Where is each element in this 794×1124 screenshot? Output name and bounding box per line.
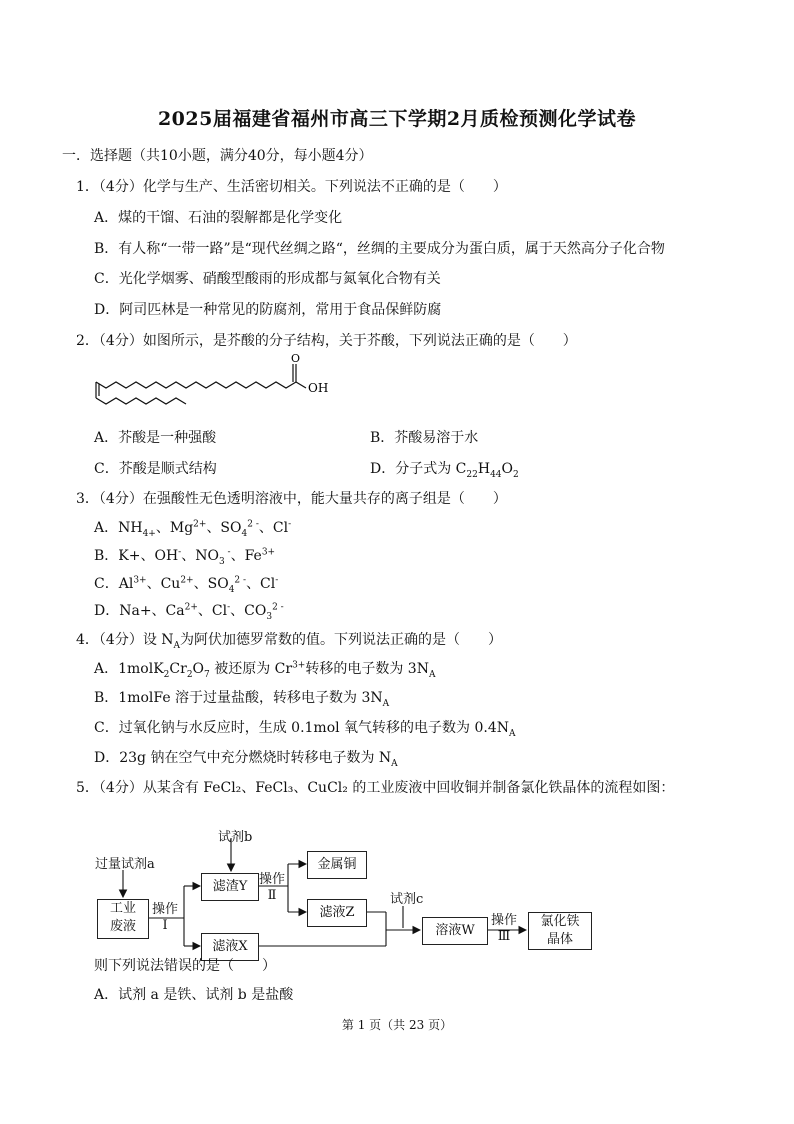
operation-2-label: 操作 Ⅱ xyxy=(259,872,286,903)
question-2-option-c: C．芥酸是顺式结构 xyxy=(94,461,217,477)
page-footer: 第 1 页（共 23 页） xyxy=(341,1018,453,1032)
question-1-option-b: B．有人称“一带一路”是“现代丝绸之路“，丝绸的主要成分为蛋白质，属于天然高分子化合物 xyxy=(94,241,665,257)
hydroxyl-bond xyxy=(296,382,306,388)
question-1-option-c: C．光化学烟雾、硝酸型酸雨的形成都与氮氧化合物有关 xyxy=(94,271,441,287)
page-title: 2025届福建省福州市高三下学期2月质检预测化学试卷 xyxy=(157,108,637,130)
question-4-option-b: B．1molFe 溶于过量盐酸，转移电子数为 $3N_A$ xyxy=(94,690,390,709)
section-heading: 一．选择题（共10小题，满分40分，每小题4分） xyxy=(62,148,373,164)
question-2-option-d: D．分子式为 $C_{22}H_{44}O_2$ xyxy=(370,461,519,480)
residue-y-box: 滤渣Y xyxy=(201,873,259,901)
operation-1-label: 操作 Ⅰ xyxy=(152,902,179,933)
solution-w-box: 溶液W xyxy=(422,917,488,945)
erucic-acid-structure xyxy=(90,352,340,418)
industrial-waste-box: 工业 废液 xyxy=(97,899,149,939)
hydroxyl-label: OH xyxy=(308,381,329,395)
copper-metal-box: 金属铜 xyxy=(307,851,367,879)
question-3-option-d: D．Na+、$Ca^{2+}$、Cl-、$CO_3^{2 -}$ xyxy=(94,602,284,622)
lower-carbon-chain xyxy=(96,398,186,404)
filtrate-z-box: 滤液Z xyxy=(307,899,367,927)
upper-carbon-chain xyxy=(96,382,296,388)
question-5-followup: 则下列说法错误的是（ ） xyxy=(94,958,276,974)
question-2-option-a: A．芥酸是一种强酸 xyxy=(94,430,217,446)
question-4-option-d: D．23g 钠在空气中充分燃烧时转移电子数为 $N_A$ xyxy=(94,750,398,769)
question-4-option-a: A．$1molK_2Cr_2O_7$ 被还原为 $Cr^{3+}$转移的电子数为 $3N_A$ xyxy=(94,660,436,680)
filtrate-x-box: 滤液X xyxy=(201,933,259,961)
question-1-option-d: D．阿司匹林是一种常见的防腐剂，常用于食品保鲜防腐 xyxy=(94,302,442,318)
oxygen-label: O xyxy=(291,352,301,365)
question-5-option-a: A．试剂 a 是铁、试剂 b 是盐酸 xyxy=(94,987,294,1003)
reagent-b-label: 试剂b xyxy=(218,830,253,845)
reagent-a-label: 过量试剂a xyxy=(95,857,155,872)
question-3-option-b: B．K+、OH-、$NO_3$ -、$Fe^{3+}$ xyxy=(94,547,276,567)
operation-3-label: 操作 Ⅲ xyxy=(491,913,518,944)
question-3-stem: 3．（4分）在强酸性无色透明溶液中，能大量共存的离子组是（ ） xyxy=(76,491,507,507)
reagent-c-label: 试剂c xyxy=(390,892,424,907)
question-1-option-a: A．煤的干馏、石油的裂解都是化学变化 xyxy=(94,210,343,226)
question-3-option-a: A．$NH_{4+}$、$Mg^{2+}$、$SO_4^{2 -}$、Cl- xyxy=(94,519,292,539)
question-5-stem: 5．（4分）从某含有 FeCl₂、FeCl₃、CuCl₂ 的工业废液中回收铜并制备氯化铁晶体的流程如图： xyxy=(76,780,675,796)
question-1-stem: 1．（4分）化学与生产、生活密切相关。下列说法不正确的是（ ） xyxy=(76,179,507,195)
question-4-stem: 4．（4分）设 $N_A$为阿伏加德罗常数的值。下列说法正确的是（ ） xyxy=(76,632,503,651)
question-2-stem: 2．（4分）如图所示，是芥酸的分子结构，关于芥酸，下列说法正确的是（ ） xyxy=(76,333,577,349)
ferric-chloride-crystal-box: 氯化铁 晶体 xyxy=(528,912,592,950)
question-3-option-c: C．$Al^{3+}$、$Cu^{2+}$、$SO_4^{2 -}$、Cl- xyxy=(94,575,279,595)
question-4-option-c: C．过氧化钠与水反应时，生成 0.1mol 氧气转移的电子数为 $0.4N_A$ xyxy=(94,720,516,739)
question-2-option-b: B．芥酸易溶于水 xyxy=(370,430,479,446)
